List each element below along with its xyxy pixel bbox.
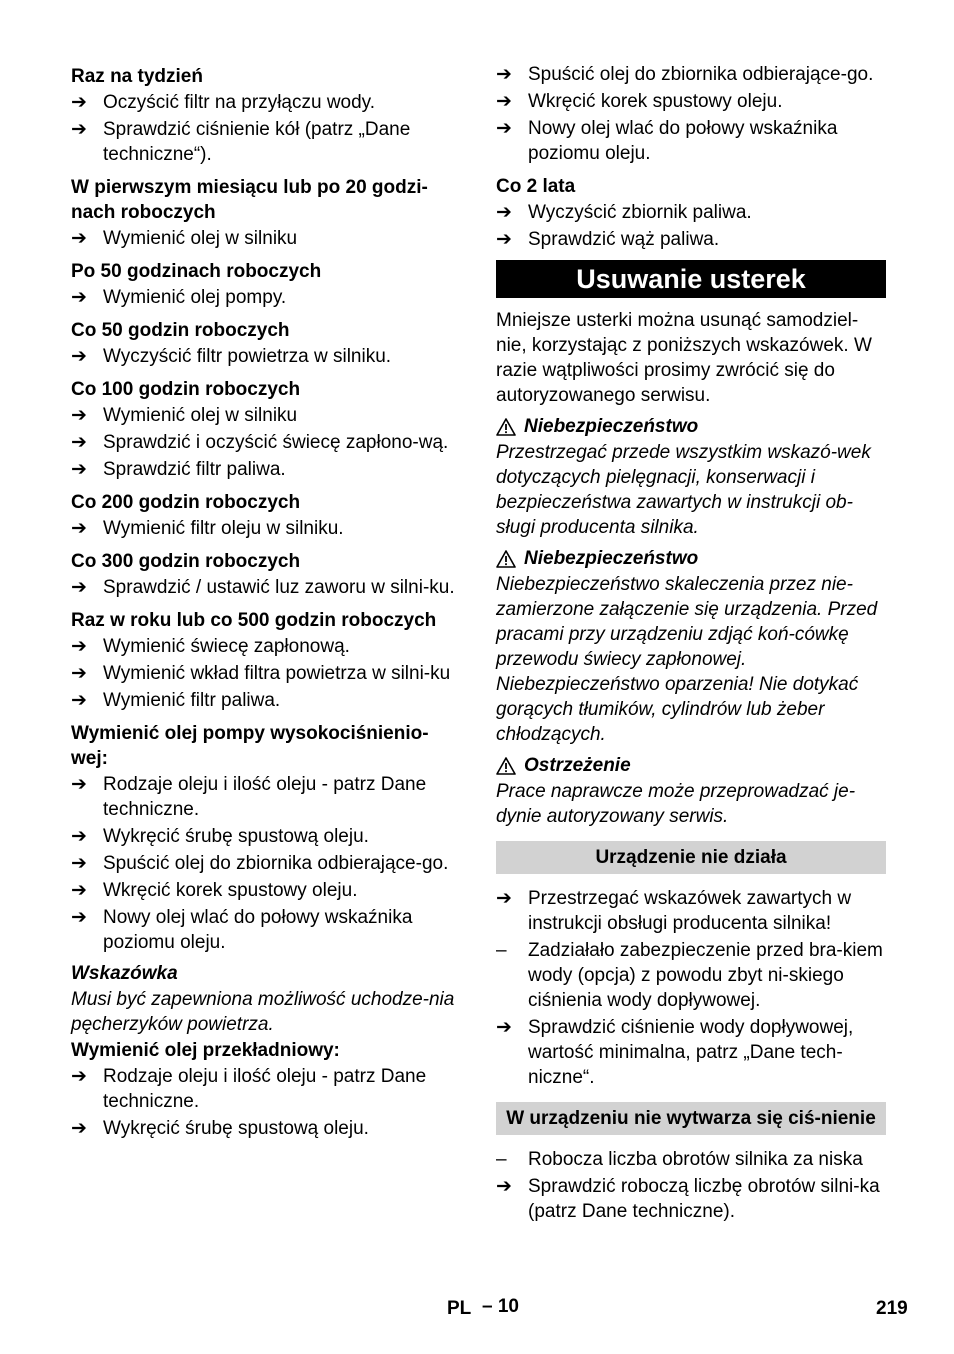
list-item — [71, 1116, 461, 1141]
list-item-text: Sprawdzić ciśnienie wody dopływowej, wartość minimalna, patrz „Dane tech-niczne“. — [528, 1017, 854, 1088]
arrow-icon: ➔ — [496, 118, 512, 139]
list-item — [71, 905, 461, 955]
warning-text: Niebezpieczeństwo skaleczenia przez nie-zamierzone załączenie się urządzenia. Przed pracami przy urządzeniu zdjąć koń-cówkę przewodu świecy zapłonowej. Niebezpieczeństwo oparzenia! Nie dotykać gorących tłumików, cylindrów lub żeber chłodzących. — [496, 574, 878, 745]
list-item-text: Spuścić olej do zbiornika odbierające-go. — [528, 64, 874, 85]
arrow-icon: ➔ — [71, 1066, 87, 1087]
warning-heading — [496, 753, 886, 778]
arrow-icon: ➔ — [71, 880, 87, 901]
arrow-icon: ➔ — [71, 405, 87, 426]
warning-triangle-icon — [496, 757, 516, 775]
list-item — [496, 938, 886, 1013]
arrow-icon: ➔ — [496, 888, 512, 909]
list-item — [71, 117, 461, 167]
list-item — [496, 1015, 886, 1090]
list-item — [71, 575, 461, 600]
warning-triangle-icon — [496, 418, 516, 436]
list-item — [71, 878, 461, 903]
list-item-text: Wykręcić śrubę spustową oleju. — [103, 1118, 369, 1139]
list-item — [71, 226, 461, 251]
list-item-text: Przestrzegać wskazówek zawartych w instrukcji obsługi producenta silnika! — [528, 888, 852, 934]
list-item — [71, 851, 461, 876]
arrow-icon: ➔ — [71, 690, 87, 711]
arrow-icon: ➔ — [71, 907, 87, 928]
section-heading: Wymienić olej pompy wysokociśnienio-wej: — [71, 723, 429, 769]
list-item — [71, 1064, 461, 1114]
list-item-text: Oczyścić filtr na przyłączu wody. — [103, 92, 376, 113]
warning-heading — [496, 414, 886, 439]
arrow-icon: ➔ — [71, 853, 87, 874]
section-title: Usuwanie usterek — [496, 260, 886, 298]
warning-triangle-icon — [496, 550, 516, 568]
list-item-text: Sprawdzić filtr paliwa. — [103, 459, 286, 480]
list-item — [71, 516, 461, 541]
list-item — [496, 116, 886, 166]
list-item-text: Wymienić olej pompy. — [103, 287, 287, 308]
section-heading: Co 300 godzin roboczych — [71, 551, 301, 572]
list-item-text: Sprawdzić i oczyścić świecę zapłono-wą. — [103, 432, 449, 453]
list-item — [496, 886, 886, 936]
arrow-icon: ➔ — [71, 346, 87, 367]
section-heading: W pierwszym miesiącu lub po 20 godzi-nach roboczych — [71, 177, 428, 223]
dash-marker: – — [496, 940, 507, 961]
list-item-text: Rodzaje oleju i ilość oleju - patrz Dane techniczne. — [103, 1066, 427, 1112]
arrow-icon: ➔ — [71, 663, 87, 684]
arrow-icon: ➔ — [71, 432, 87, 453]
list-item-text: Nowy olej wlać do połowy wskaźnika poziomu oleju. — [103, 907, 413, 953]
list-item — [71, 403, 461, 428]
arrow-icon: ➔ — [71, 826, 87, 847]
list-item-text: Wkręcić korek spustowy oleju. — [103, 880, 358, 901]
subsection-heading: Urządzenie nie działa — [496, 841, 886, 874]
list-item — [71, 634, 461, 659]
list-item-text: Zadziałało zabezpieczenie przed bra-kiem wody (opcja) z powodu zbyt ni-skiego ciśnienia wody dopływowej. — [528, 940, 883, 1011]
list-item-text: Spuścić olej do zbiornika odbierające-go. — [103, 853, 449, 874]
list-item — [71, 344, 461, 369]
list-item — [71, 661, 461, 686]
section-heading: Wymienić olej przekładniowy: — [71, 1040, 340, 1061]
list-item-text: Wkręcić korek spustowy oleju. — [528, 91, 783, 112]
footer-local-page: – 10 — [482, 1296, 519, 1317]
arrow-icon: ➔ — [71, 119, 87, 140]
arrow-icon: ➔ — [71, 636, 87, 657]
left-column — [71, 62, 461, 1143]
list-item — [71, 285, 461, 310]
arrow-icon: ➔ — [71, 518, 87, 539]
list-item — [71, 90, 461, 115]
list-item-text: Nowy olej wlać do połowy wskaźnika poziomu oleju. — [528, 118, 838, 164]
arrow-icon: ➔ — [496, 91, 512, 112]
list-item — [496, 1147, 886, 1172]
intro-paragraph: Mniejsze usterki można usunąć samodziel-nie, korzystając z poniższych wskazówek. W razie wątpliwości prosimy zwrócić się do autoryzowanego serwisu. — [496, 310, 872, 406]
section-heading: Co 2 lata — [496, 176, 576, 197]
note-heading: Wskazówka — [71, 963, 178, 984]
warning-text: Prace naprawcze może przeprowadzać je-dynie autoryzowany serwis. — [496, 781, 856, 827]
warning-title: Niebezpieczeństwo — [524, 416, 699, 437]
warning-text: Przestrzegać przede wszystkim wskazó-wek dotyczących pielęgnacji, konserwacji i bezpieczeństwa zawartych w instrukcji ob-sługi producenta silnika. — [496, 442, 871, 538]
list-item-text: Sprawdzić roboczą liczbę obrotów silni-ka (patrz Dane techniczne). — [528, 1176, 880, 1222]
warning-heading — [496, 546, 886, 571]
list-item — [71, 688, 461, 713]
section-heading: Co 200 godzin roboczych — [71, 492, 301, 513]
list-item-text: Wymienić wkład filtra powietrza w silni-ku — [103, 663, 451, 684]
list-item-text: Rodzaje oleju i ilość oleju - patrz Dane techniczne. — [103, 774, 427, 820]
list-item — [71, 430, 461, 455]
list-item — [496, 200, 886, 225]
list-item — [496, 62, 886, 87]
warning-title: Niebezpieczeństwo — [524, 548, 699, 569]
list-item-text: Wymienić olej w silniku — [103, 405, 298, 426]
arrow-icon: ➔ — [496, 1176, 512, 1197]
footer-language: PL — [447, 1298, 472, 1319]
arrow-icon: ➔ — [496, 64, 512, 85]
dash-marker: – — [496, 1149, 507, 1170]
arrow-icon: ➔ — [496, 1017, 512, 1038]
list-item-text: Wymienić filtr paliwa. — [103, 690, 281, 711]
arrow-icon: ➔ — [71, 459, 87, 480]
list-item — [496, 227, 886, 252]
list-item-text: Wymienić świecę zapłonową. — [103, 636, 350, 657]
arrow-icon: ➔ — [496, 202, 512, 223]
arrow-icon: ➔ — [71, 92, 87, 113]
arrow-icon: ➔ — [496, 229, 512, 250]
list-item-text: Wymienić filtr oleju w silniku. — [103, 518, 344, 539]
arrow-icon: ➔ — [71, 577, 87, 598]
list-item — [71, 772, 461, 822]
list-item-text: Wykręcić śrubę spustową oleju. — [103, 826, 369, 847]
footer-page-number: 219 — [876, 1298, 908, 1319]
list-item-text: Sprawdzić ciśnienie kół (patrz „Dane techniczne“). — [103, 119, 411, 165]
section-heading: Co 100 godzin roboczych — [71, 379, 301, 400]
list-item — [71, 824, 461, 849]
list-item — [496, 1174, 886, 1224]
list-item-text: Sprawdzić wąż paliwa. — [528, 229, 720, 250]
list-item-text: Wymienić olej w silniku — [103, 228, 298, 249]
list-item-text: Wyczyścić zbiornik paliwa. — [528, 202, 752, 223]
arrow-icon: ➔ — [71, 228, 87, 249]
warning-title: Ostrzeżenie — [524, 755, 631, 776]
arrow-icon: ➔ — [71, 774, 87, 795]
section-heading: Po 50 godzinach roboczych — [71, 261, 322, 282]
list-item — [496, 89, 886, 114]
list-item — [71, 457, 461, 482]
note-text: Musi być zapewniona możliwość uchodze-nia pęcherzyków powietrza. — [71, 989, 455, 1035]
list-item-text: Robocza liczba obrotów silnika za niska — [528, 1149, 863, 1170]
section-heading: Raz w roku lub co 500 godzin roboczych — [71, 610, 437, 631]
section-heading: Co 50 godzin roboczych — [71, 320, 290, 341]
subsection-heading: W urządzeniu nie wytwarza się ciś-nienie — [496, 1102, 886, 1135]
list-item-text: Wyczyścić filtr powietrza w silniku. — [103, 346, 392, 367]
list-item-text: Sprawdzić / ustawić luz zaworu w silni-ku. — [103, 577, 455, 598]
section-heading: Raz na tydzień — [71, 66, 203, 87]
arrow-icon: ➔ — [71, 1118, 87, 1139]
right-column — [496, 62, 886, 1226]
arrow-icon: ➔ — [71, 287, 87, 308]
